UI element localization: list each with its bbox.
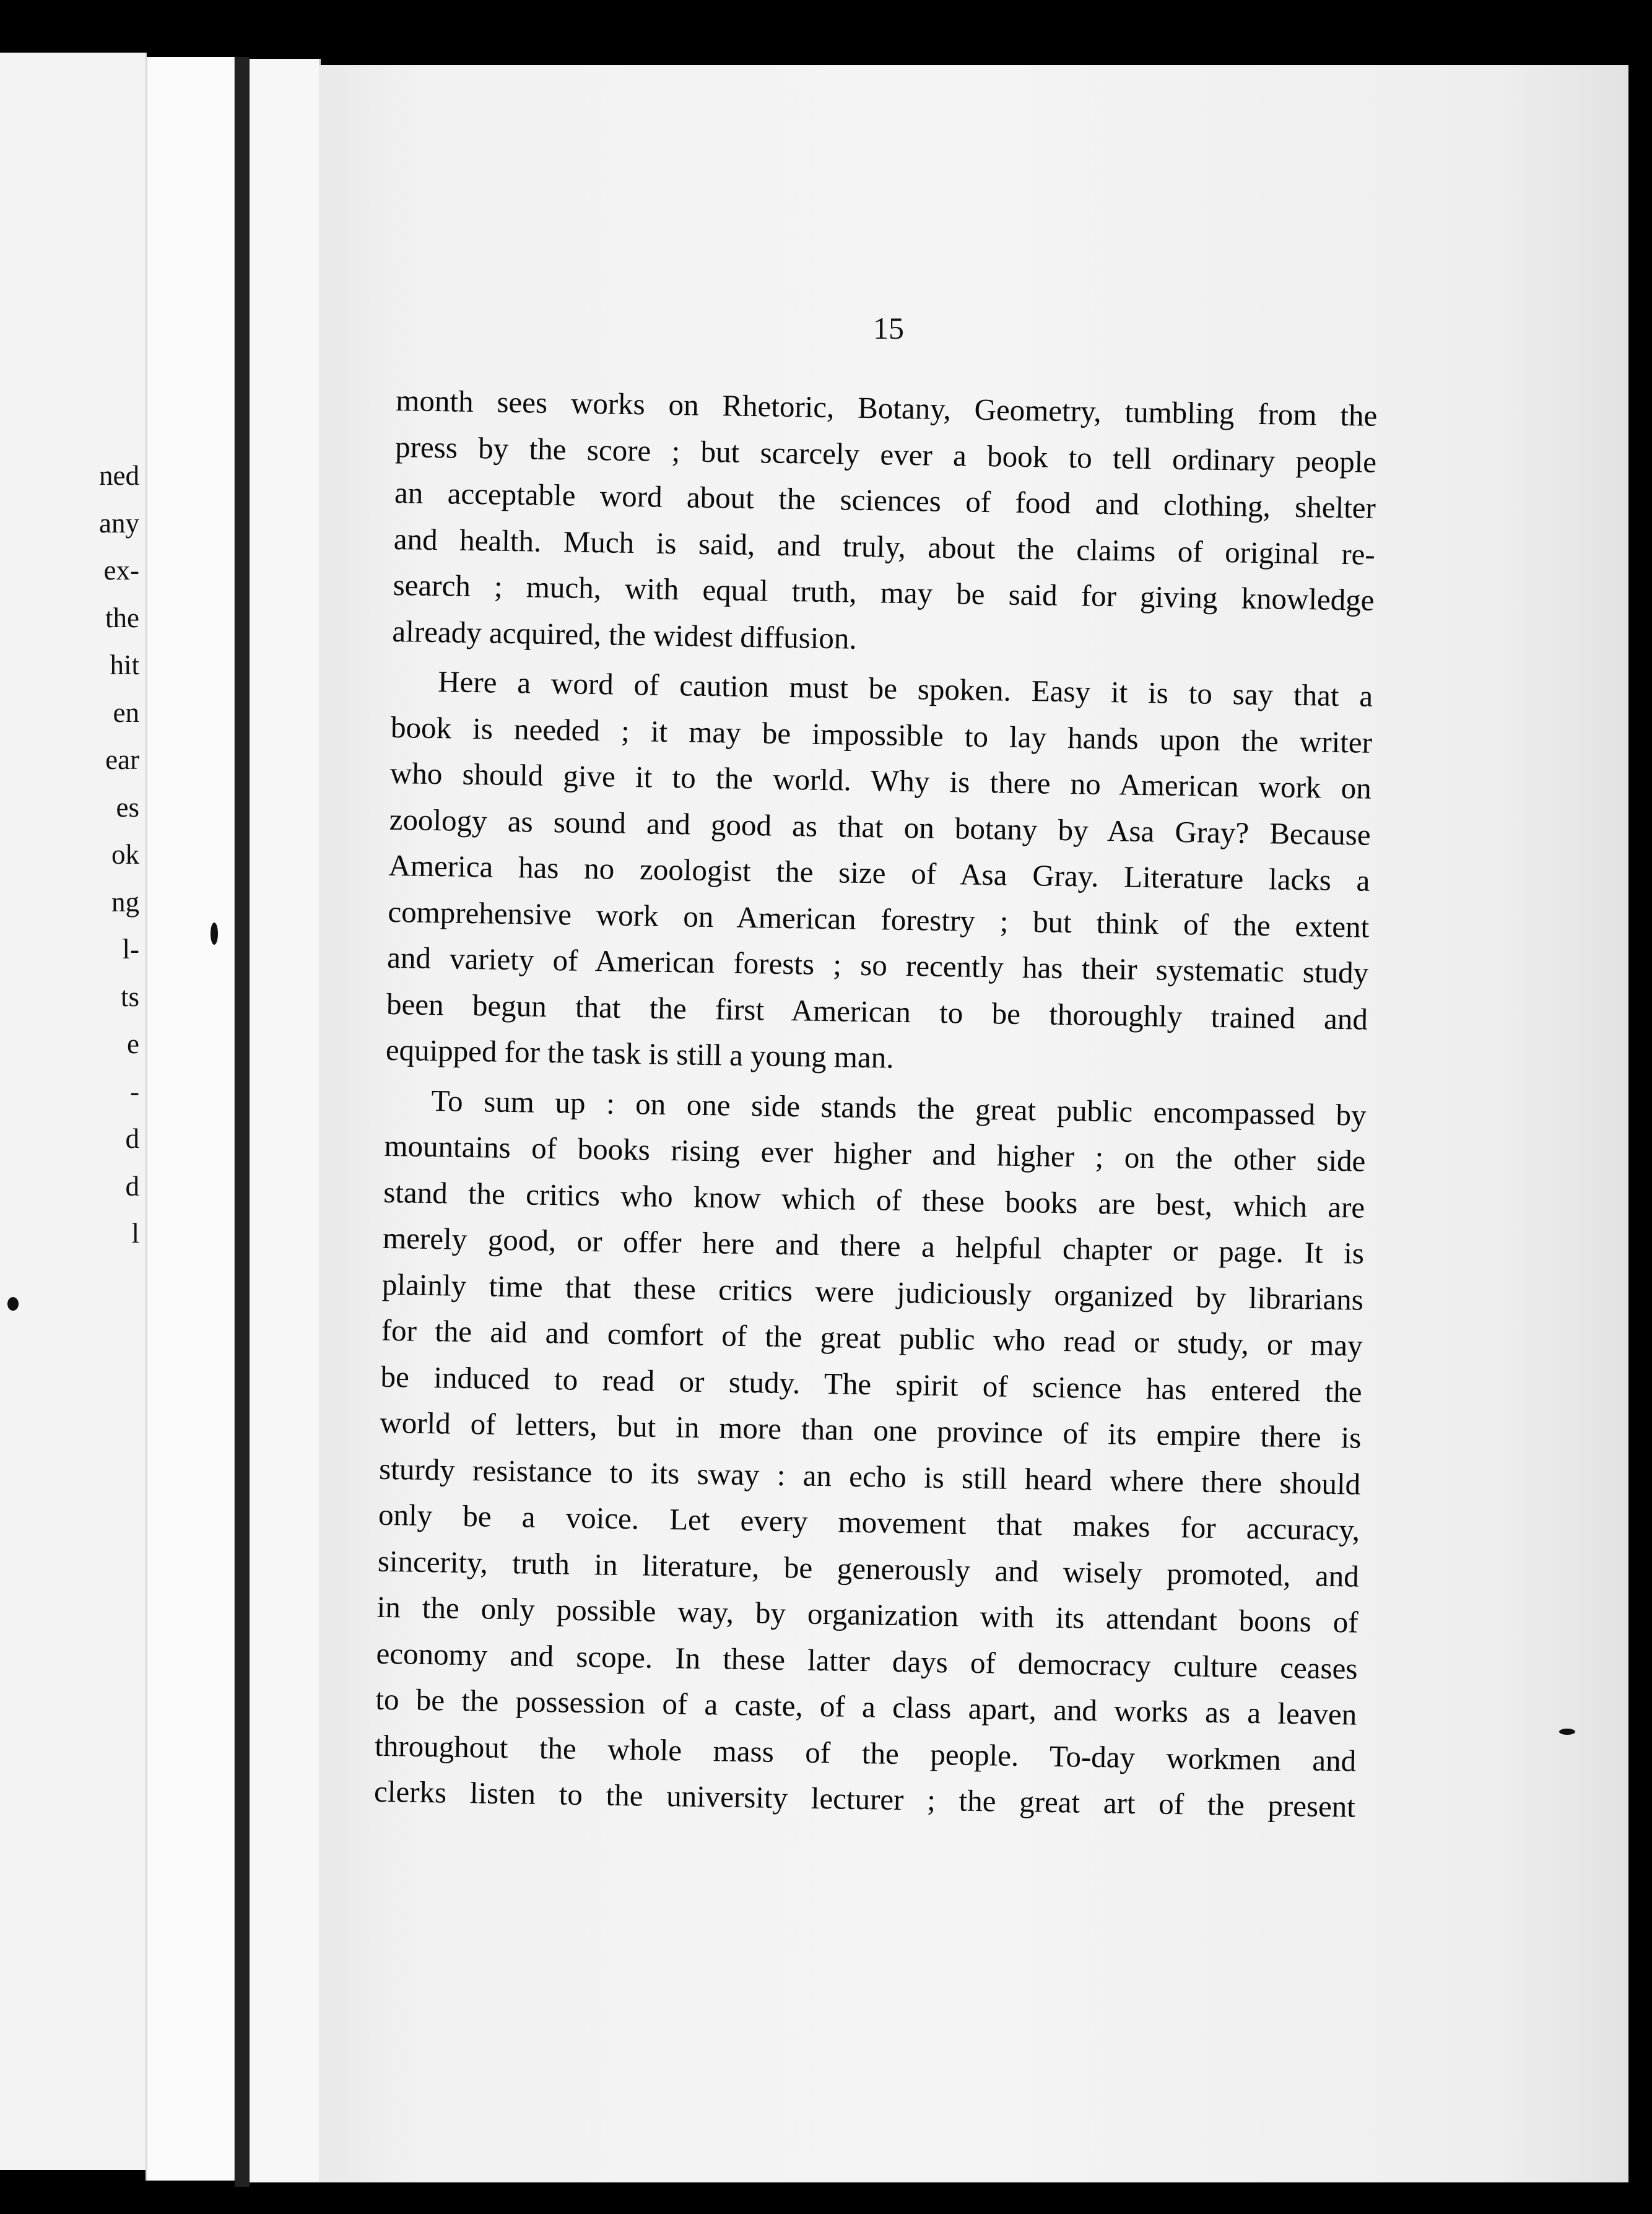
text-line: merely good, or offer here and there a helpful chapter or page. It is (382, 1220, 1365, 1270)
text-line: comprehensive work on American forestry ; but think of the extent (388, 894, 1370, 944)
text-line: to be the possession of a caste, of a class apart, and works as a leaven (375, 1682, 1357, 1732)
text-line: who should give it to the world. Why is there no American work on (389, 755, 1372, 805)
fragment-line: d (125, 1123, 139, 1154)
fragment-line: ear (105, 744, 139, 775)
fragment-line: e (127, 1028, 139, 1059)
previous-page-text-fragments (0, 452, 146, 1257)
text-line: plainly time that these critics were judiciously organized by librarians (381, 1267, 1364, 1317)
text-line: month sees works on Rhetoric, Botany, Geometry, tumbling from the (395, 383, 1378, 433)
fragment-line: l (131, 1218, 139, 1249)
fragment-line: ts (120, 981, 139, 1012)
text-line: zoology as sound and good as that on botany by Asa Gray? Because (389, 802, 1372, 852)
text-line: book is needed ; it may be impossible to lay hands upon the writer (390, 710, 1373, 760)
text-line: already acquired, the widest diffusion. (392, 614, 858, 656)
text-line: equipped for the task is still a young man. (385, 1032, 894, 1075)
text-line: for the aid and comfort of the great public who read or study, or may (381, 1313, 1363, 1363)
fragment-line: d (125, 1170, 139, 1202)
text-line: economy and scope. In these latter days of democracy culture ceases (376, 1636, 1358, 1686)
scan-speck (1559, 1729, 1575, 1735)
text-line: an acceptable word about the sciences of food and clothing, shelter (394, 475, 1376, 525)
fragment-line: - (130, 1075, 139, 1107)
text-line: mountains of books rising ever higher and higher ; on the other side (384, 1128, 1366, 1178)
fragment-line: es (116, 791, 139, 823)
paragraph (392, 378, 1378, 670)
scan-speck (7, 1297, 19, 1311)
text-line: stand the critics who know which of these books are best, which are (383, 1174, 1365, 1225)
paragraph (374, 1077, 1367, 1830)
binding-gutter (235, 57, 250, 2187)
fragment-line: any (99, 507, 139, 539)
fragment-line: hit (110, 649, 139, 680)
text-line: be induced to read or study. The spirit of science has entered the (380, 1359, 1362, 1409)
text-line: and variety of American forests ; so recently has their systematic study (386, 940, 1369, 990)
page-number: 15 (873, 311, 904, 345)
text-line: clerks listen to the university lecturer ; the great art of the present (373, 1774, 1356, 1824)
fragment-line: ng (111, 886, 139, 918)
previous-page-edge (0, 53, 147, 2170)
text-line: To sum up : on one side stands the great public encompassed by (431, 1083, 1367, 1132)
paragraph (385, 658, 1373, 1088)
fragment-line: ex- (103, 555, 139, 586)
fragment-line: en (113, 697, 139, 728)
blank-leaf (250, 59, 321, 2182)
text-line: world of letters, but in more than one province of its empire there is (380, 1405, 1362, 1455)
text-line: in the only possible way, by organization with its attendant boons of (376, 1589, 1359, 1639)
fragment-line: ok (111, 839, 139, 870)
text-line: only be a voice. Let every movement that makes for accuracy, (378, 1497, 1360, 1547)
blank-leaf (146, 57, 237, 2181)
scan-speck (211, 922, 218, 945)
page-body (374, 378, 1378, 1830)
text-line: Here a word of caution must be spoken. Easy it is to say that a (437, 664, 1373, 713)
text-line: search ; much, with equal truth, may be said for giving knowledge (393, 567, 1375, 617)
text-line: America has no zoologist the size of Asa Gray. Literature lacks a (388, 848, 1370, 898)
text-line: been begun that the first American to be thoroughly trained and (386, 986, 1368, 1036)
text-line: and health. Much is said, and truly, about the claims of original re- (393, 521, 1376, 571)
text-line: sincerity, truth in literature, be generously and wisely promoted, and (377, 1543, 1360, 1594)
text-line: throughout the whole mass of the people. To-day workmen and (374, 1728, 1357, 1778)
text-line: sturdy resistance to its sway : an echo is still heard where there should (378, 1451, 1361, 1501)
fragment-line: ned (99, 460, 139, 491)
text-line: press by the score ; but scarcely ever a book to tell ordinary people (394, 429, 1377, 479)
fragment-line: the (105, 602, 139, 633)
fragment-line: l- (122, 934, 139, 965)
